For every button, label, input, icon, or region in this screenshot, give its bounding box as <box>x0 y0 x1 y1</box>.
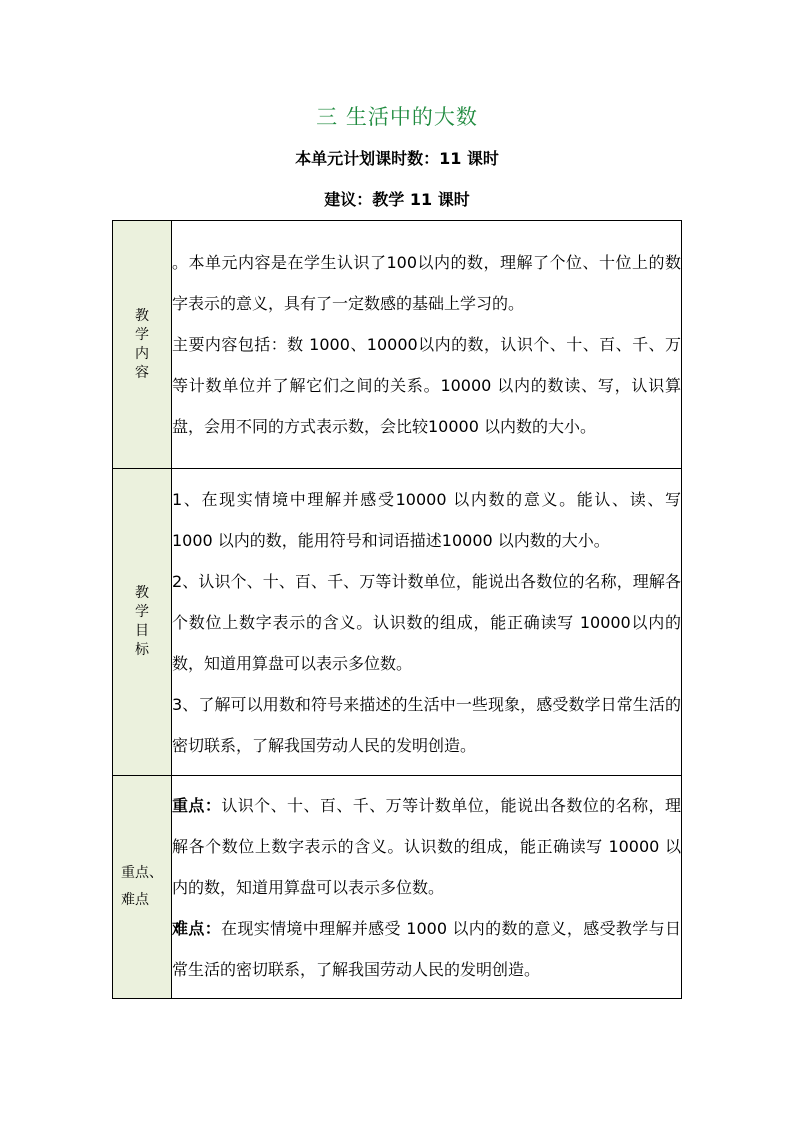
table-row-content <box>113 221 682 469</box>
key-point-label: 重点： <box>172 795 222 815</box>
key-point-text: 认识个、十、百、千、万等计数单位，能说出各数位的名称，理解各个数位上数字表示的含义。认识数的组成，能正确读写 10000 以内的数，知道用算盘可以表示多位数。 <box>172 795 681 897</box>
goal-paragraph: 1、在现实情境中理解并感受10000 以内数的意义。能认、读、写 1000 以内的数，能用符号和词语描述10000 以内数的大小。 <box>172 489 681 550</box>
difficulty-paragraph <box>172 908 681 990</box>
unit-title: 三 生活中的大数 <box>316 105 478 129</box>
row-label-cell <box>113 221 172 469</box>
content-paragraph: 主要内容包括：数 1000、10000以内的数，认识个、十、百、千、万等计数单位并了解它们之间的关系。10000 以内的数读、写，认识算盘，会用不同的方式表示数，会比较10000 以内数的大小。 <box>172 335 681 436</box>
teaching-content-cell <box>172 221 682 469</box>
teaching-goals-cell <box>172 469 682 776</box>
key-points-cell <box>172 776 682 999</box>
row-label-cell <box>113 469 172 776</box>
row-label-key-difficult-points <box>121 860 163 914</box>
row-label-teaching-content: 教学内容 <box>135 307 149 381</box>
suggested-hours-line: 建议：教学 11 课时 <box>324 190 470 209</box>
table-row-goals <box>113 469 682 776</box>
planned-hours-line: 本单元计划课时数：11 课时 <box>295 149 499 168</box>
difficulty-text: 在现实情境中理解并感受 1000 以内的数的意义，感受教学与日常生活的密切联系，了解我国劳动人民的发明创造。 <box>172 918 681 979</box>
goal-paragraph: 2、认识个、十、百、千、万等计数单位，能说出各数位的名称，理解各个数位上数字表示的含义。认识数的组成，能正确读写 10000以内的数，知道用算盘可以表示多位数。 <box>172 571 681 673</box>
label-line: 重点、 <box>121 865 163 881</box>
difficulty-label: 难点： <box>172 918 222 938</box>
teaching-plan-table <box>112 220 682 999</box>
row-label-teaching-goals: 教学目标 <box>135 585 149 658</box>
label-line: 难点 <box>121 892 149 908</box>
goal-paragraph: 3、了解可以用数和符号来描述的生活中一些现象，感受数学日常生活的密切联系，了解我国劳动人民的发明创造。 <box>172 694 681 755</box>
table-row-key-points <box>113 776 682 999</box>
row-label-cell <box>113 776 172 999</box>
key-point-paragraph <box>172 785 681 908</box>
content-paragraph: 。本单元内容是在学生认识了100以内的数，理解了个位、十位上的数字表示的意义，具有了一定数感的基础上学习的。 <box>172 253 681 313</box>
